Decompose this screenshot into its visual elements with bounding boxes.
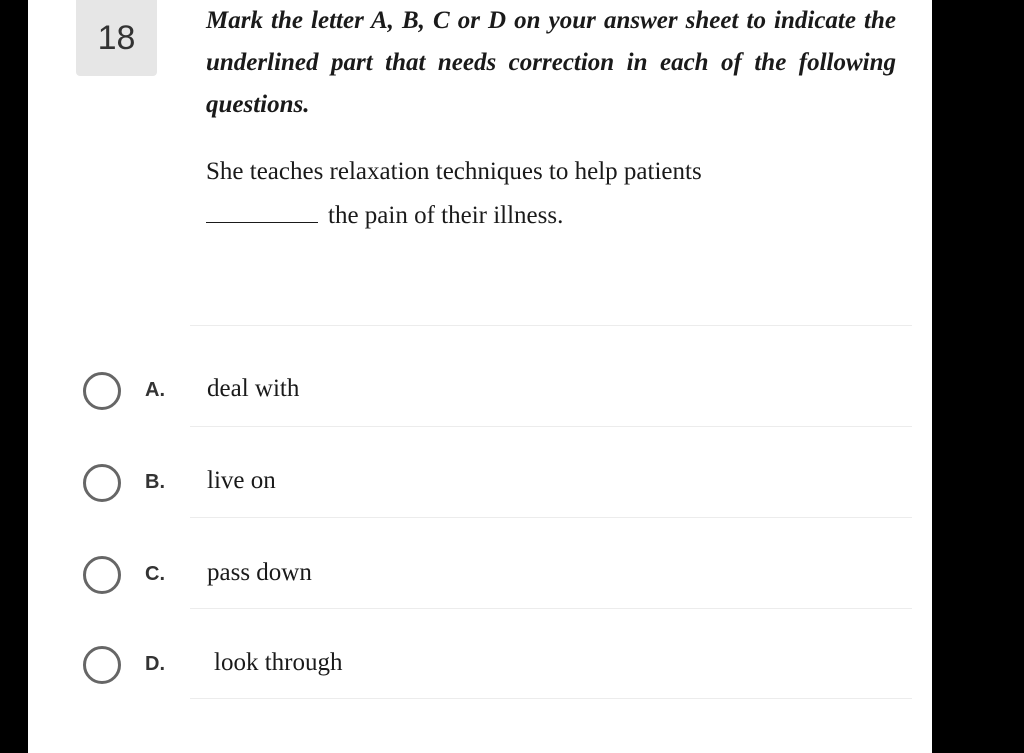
- divider: [190, 426, 912, 427]
- divider: [190, 517, 912, 518]
- option-b[interactable]: [83, 458, 912, 510]
- question-stem: [206, 150, 886, 238]
- option-d[interactable]: [83, 640, 912, 692]
- stem-line-2: [206, 194, 886, 238]
- stem-line-2-text: the pain of their illness.: [328, 202, 564, 229]
- option-a[interactable]: [83, 366, 912, 418]
- question-number-badge: [76, 0, 157, 76]
- option-d-letter: D.: [145, 653, 165, 675]
- question-number: 18: [97, 19, 136, 57]
- option-c-text: pass down: [207, 559, 312, 586]
- option-d-text: look through: [214, 649, 343, 676]
- divider: [190, 608, 912, 609]
- option-c-letter: C.: [145, 563, 165, 585]
- option-b-text: live on: [207, 467, 276, 494]
- option-a-radio[interactable]: [83, 372, 121, 410]
- option-a-letter: A.: [145, 379, 165, 401]
- option-d-radio[interactable]: [83, 646, 121, 684]
- option-a-text: deal with: [207, 375, 300, 402]
- divider: [190, 325, 912, 326]
- option-c[interactable]: [83, 550, 912, 602]
- option-b-letter: B.: [145, 471, 165, 493]
- option-b-radio[interactable]: [83, 464, 121, 502]
- question-instruction: Mark the letter A, B, C or D on your answer sheet to indicate the underlined part that needs correction in each of the following questions.: [206, 7, 896, 118]
- stem-line-1: She teaches relaxation techniques to help patients: [206, 158, 702, 185]
- answer-blank: [206, 198, 318, 223]
- divider: [190, 698, 912, 699]
- option-c-radio[interactable]: [83, 556, 121, 594]
- question-card: [28, 0, 932, 753]
